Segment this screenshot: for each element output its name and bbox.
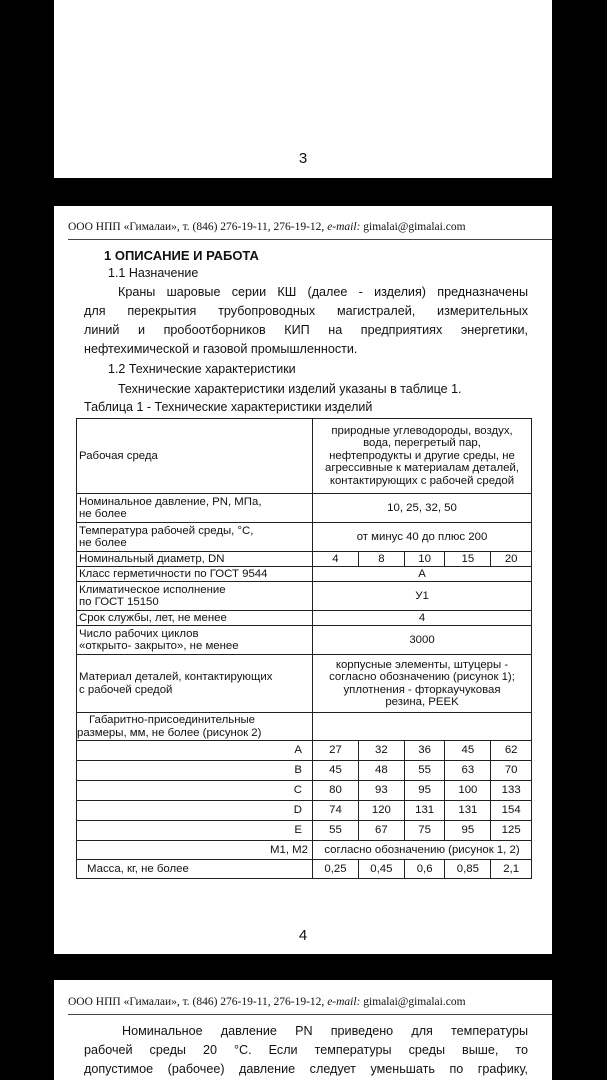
- table-cell: D: [77, 801, 313, 821]
- table-cell: 154: [491, 801, 532, 821]
- cell-line: Материал деталей, контактирующих: [79, 671, 273, 683]
- table-row: [77, 582, 532, 611]
- table-cell: 133: [491, 781, 532, 801]
- cell-line: Климатическое исполнение: [79, 583, 226, 596]
- table-cell: 120: [358, 801, 404, 821]
- table-cell: [77, 626, 313, 655]
- table-row: [77, 523, 532, 552]
- page-3: [54, 0, 552, 178]
- table-cell: Срок службы, лет, не менее: [77, 611, 313, 626]
- cell-line: не более: [79, 537, 127, 549]
- table-cell: 4: [313, 552, 359, 567]
- cell-line: уплотнения - фторкаучуковая: [343, 683, 501, 696]
- paragraph-line: Краны шаровые серии КШ (далее - изделия) предназначены: [118, 285, 528, 299]
- table-cell: 45: [445, 741, 491, 761]
- cell-line: природные углеводороды, воздух,: [331, 424, 513, 437]
- table-cell: [77, 494, 313, 523]
- table-cell: согласно обозначению (рисунок 1, 2): [313, 841, 532, 860]
- cell-line: резина, PEEK: [385, 696, 459, 708]
- table-cell: 15: [445, 552, 491, 567]
- table-cell: 55: [404, 761, 445, 781]
- table-cell: А: [313, 567, 532, 582]
- table-cell: Масса, кг, не более: [77, 860, 313, 879]
- table-row: [77, 655, 532, 713]
- spec-table: [76, 418, 532, 879]
- table-row: [77, 781, 532, 801]
- table-row: [77, 567, 532, 582]
- table-row: [77, 801, 532, 821]
- table-cell: 27: [313, 741, 359, 761]
- paragraph-line: Номинальное давление PN приведено для температуры: [122, 1024, 528, 1038]
- cell-line: размеры, мм, не более (рисунок 2): [77, 726, 262, 739]
- email-label: e-mail:: [327, 996, 361, 1008]
- paragraph-line: допустимое (рабочее) давление следует уменьшать по графику,: [84, 1062, 528, 1076]
- table-caption: Таблица 1 - Технические характеристики изделий: [84, 400, 373, 414]
- paragraph: [84, 283, 528, 359]
- table-cell: [313, 655, 532, 713]
- table-cell: 63: [445, 761, 491, 781]
- paragraph: [84, 1022, 528, 1079]
- table-cell: 10: [404, 552, 445, 567]
- page-header: [68, 996, 466, 1008]
- table-cell: A: [77, 741, 313, 761]
- table-cell: 74: [313, 801, 359, 821]
- table-row: [77, 713, 532, 741]
- table-cell: 8: [358, 552, 404, 567]
- table-cell: Класс герметичности по ГОСТ 9544: [77, 567, 313, 582]
- table-cell: [77, 582, 313, 611]
- table-cell: 70: [491, 761, 532, 781]
- cell-line: по ГОСТ 15150: [79, 596, 159, 608]
- table-row: [77, 761, 532, 781]
- cell-line: Температура рабочей среды, °С,: [79, 524, 254, 537]
- table-cell: Рабочая среда: [77, 419, 313, 494]
- table-cell: 100: [445, 781, 491, 801]
- table-cell: [313, 419, 532, 494]
- table-cell: E: [77, 821, 313, 841]
- page-5: [54, 980, 552, 1080]
- paragraph-line: линий и пробоотборников КИП на предприятиях энергетики,: [84, 323, 528, 337]
- table-cell: [77, 713, 313, 741]
- table-cell: 32: [358, 741, 404, 761]
- cell-line: нефтепродукты и другие среды, не: [329, 449, 515, 462]
- table-cell: от минус 40 до плюс 200: [313, 523, 532, 552]
- page-4: [54, 206, 552, 954]
- table-cell: 55: [313, 821, 359, 841]
- table-row: [77, 419, 532, 494]
- cell-line: «открыто- закрыто», не менее: [79, 640, 239, 652]
- cell-line: Число рабочих циклов: [79, 627, 199, 640]
- table-row: [77, 821, 532, 841]
- table-cell: 95: [445, 821, 491, 841]
- company-info: ООО НПП «Гималаи», т. (846) 276-19-11, 276-19-12,: [68, 221, 328, 233]
- table-row: [77, 611, 532, 626]
- table-cell: 0,45: [358, 860, 404, 879]
- table-row: [77, 841, 532, 860]
- page-number: 4: [298, 927, 308, 944]
- table-cell: 0,6: [404, 860, 445, 879]
- table-row: [77, 626, 532, 655]
- table-cell: [313, 713, 532, 741]
- cell-line: контактирующих с рабочей средой: [329, 474, 515, 487]
- paragraph: Технические характеристики изделий указаны в таблице 1.: [118, 382, 462, 396]
- cell-line: Габаритно-присоединительные: [89, 714, 256, 726]
- table-cell: 48: [358, 761, 404, 781]
- header-divider: [68, 1014, 552, 1015]
- paragraph-line: нефтехимической и газовой промышленности.: [84, 342, 358, 356]
- table-cell: [77, 523, 313, 552]
- table-cell: C: [77, 781, 313, 801]
- table-cell: B: [77, 761, 313, 781]
- table-cell: 45: [313, 761, 359, 781]
- table-cell: 20: [491, 552, 532, 567]
- table-cell: 95: [404, 781, 445, 801]
- table-cell: [77, 655, 313, 713]
- company-info: ООО НПП «Гималаи», т. (846) 276-19-11, 276-19-12,: [68, 996, 328, 1008]
- table-row: [77, 741, 532, 761]
- table-cell: 0,85: [445, 860, 491, 879]
- cell-line: агрессивные к материалам деталей,: [325, 462, 519, 475]
- paragraph-line: для перекрытия трубопроводных магистралей, измерительных: [84, 304, 528, 318]
- email-address: gimalai@gimalai.com: [360, 221, 466, 233]
- table-cell: 75: [404, 821, 445, 841]
- table-cell: 80: [313, 781, 359, 801]
- subsection-title: 1.2 Технические характеристики: [108, 362, 296, 376]
- section-title: 1 ОПИСАНИЕ И РАБОТА: [104, 248, 259, 263]
- cell-line: согласно обозначению (рисунок 1);: [329, 671, 515, 683]
- page-number: 3: [298, 150, 308, 167]
- table-cell: 131: [445, 801, 491, 821]
- table-cell: 10, 25, 32, 50: [313, 494, 532, 523]
- email-address: gimalai@gimalai.com: [360, 996, 466, 1008]
- page-header: [68, 221, 466, 233]
- cell-line: корпусные элементы, штуцеры -: [335, 658, 509, 671]
- email-label: e-mail:: [327, 221, 361, 233]
- table-cell: 67: [358, 821, 404, 841]
- table-cell: 2,1: [491, 860, 532, 879]
- cell-line: не более: [79, 508, 127, 520]
- paragraph-line: рабочей среды 20 °С. Если температуры среды выше, то: [84, 1043, 528, 1057]
- table-cell: Номинальный диаметр, DN: [77, 552, 313, 567]
- table-cell: 4: [313, 611, 532, 626]
- subsection-title: 1.1 Назначение: [108, 266, 199, 280]
- table-cell: 3000: [313, 626, 532, 655]
- table-cell: 125: [491, 821, 532, 841]
- table-cell: 62: [491, 741, 532, 761]
- table-row: [77, 552, 532, 567]
- cell-line: вода, перегретый пар,: [363, 437, 481, 450]
- cell-line: с рабочей средой: [79, 683, 173, 696]
- table-row: [77, 494, 532, 523]
- table-cell: M1, M2: [77, 841, 313, 860]
- table-cell: 36: [404, 741, 445, 761]
- table-cell: 93: [358, 781, 404, 801]
- cell-line: Номинальное давление, PN, МПа,: [79, 495, 262, 508]
- table-cell: 0,25: [313, 860, 359, 879]
- table-cell: 131: [404, 801, 445, 821]
- header-divider: [68, 239, 552, 240]
- table-row: [77, 860, 532, 879]
- table-cell: У1: [313, 582, 532, 611]
